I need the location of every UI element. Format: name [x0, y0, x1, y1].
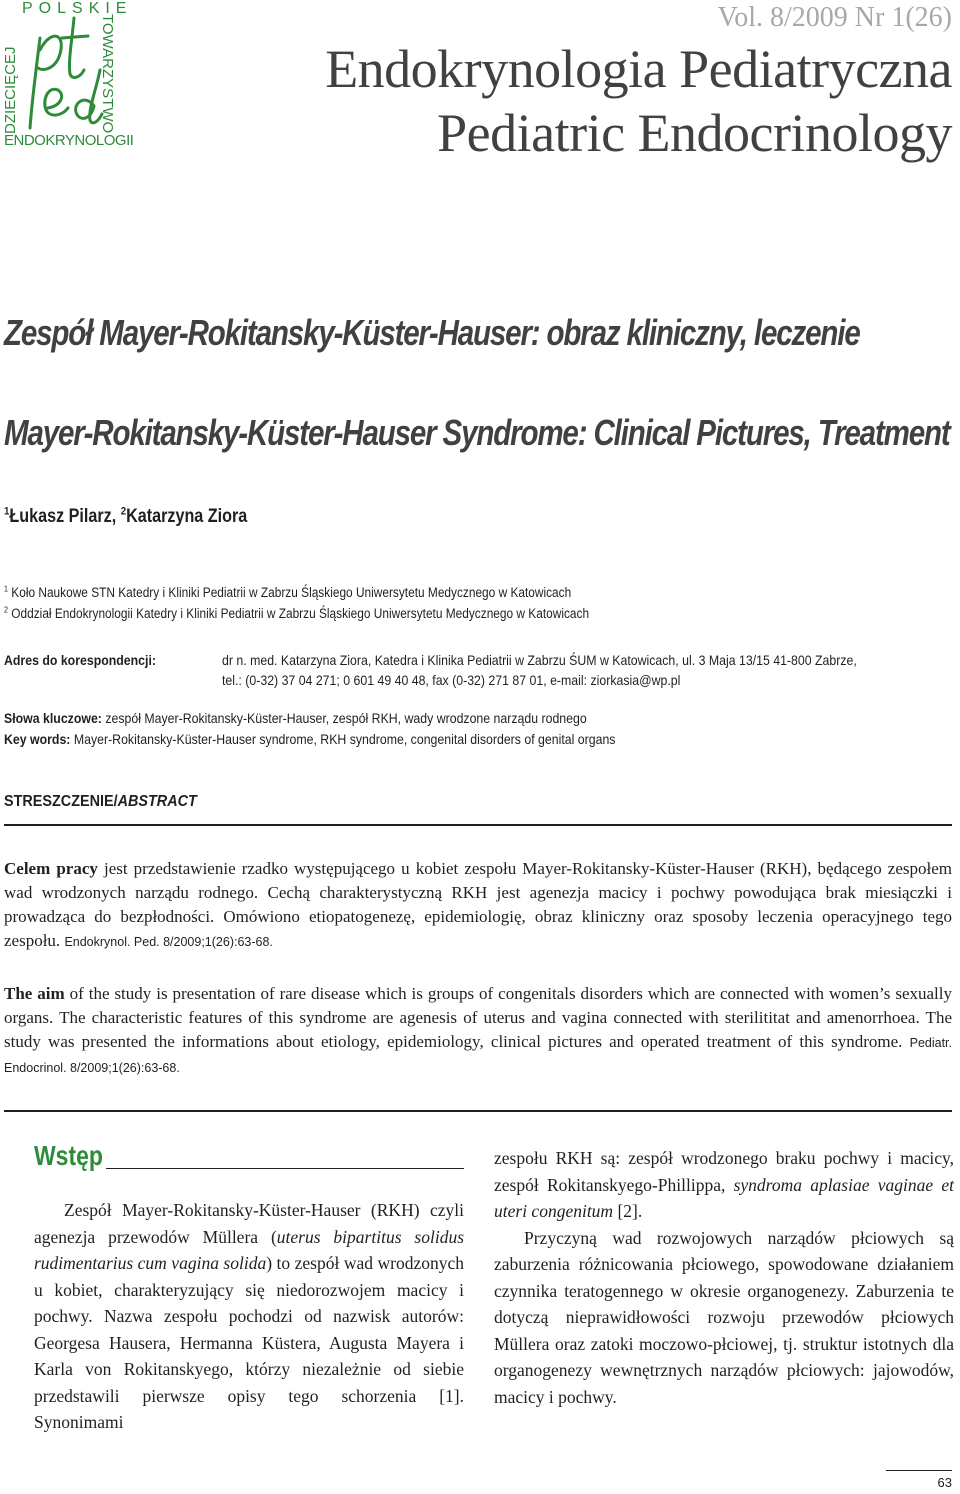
abstract-en-citation: Pediatr. Endocrinol. 8/2009;1(26):63-68. — [4, 1036, 952, 1075]
correspondence-label: Adres do korespondencji: — [4, 652, 156, 668]
journal-title-en: Pediatric Endocrinology — [437, 103, 952, 163]
keywords-pl-text: zespół Mayer-Rokitansky-Küster-Hauser, zespół RKH, wady wrodzone narządu rodnego — [101, 710, 587, 726]
journal-title-pl: Endokrynologia Pediatryczna — [325, 39, 952, 99]
abstract-en — [4, 982, 952, 1080]
abstract-pl-citation: Endokrynol. Ped. 8/2009;1(26):63-68. — [64, 935, 273, 949]
keywords-en — [4, 731, 615, 747]
abstract-heading-en: ABSTRACT — [117, 793, 197, 810]
abstract-top-rule — [4, 824, 952, 826]
intro-left-text-a: Zespół Mayer-Rokitansky-Küster-Hauser (RKH) czyli agenezja przewodów Müllera ( — [34, 1200, 464, 1247]
abstract-en-lead: The aim — [4, 984, 65, 1003]
logo-top-text: POLSKIE — [22, 0, 133, 17]
author-2-sup: 2 — [120, 505, 127, 518]
author-2-name: Katarzyna Ziora — [126, 506, 248, 527]
intro-left-column — [34, 1197, 464, 1436]
intro-heading: Wstęp — [34, 1140, 103, 1171]
abstract-bottom-rule — [4, 1110, 952, 1112]
affiliation-1-sup: 1 — [4, 584, 8, 594]
intro-left-text-b: ) to zespół wad wrodzonych u kobiet, charakteryzujący się niedorozwojem macicy i pochwy. Nazwa zespołu pochodzi od nazwisk autorów: Georgesa Hausera, Hermanna Küstera, Augusta Mayera i Karla von Rokitanskyego, którzy niezależnie od siebie przedstawili pierwsze opisy tego schorzenia [1]. Synonimami — [34, 1253, 464, 1432]
affiliation-2-sup: 2 — [4, 605, 8, 615]
abstract-heading-pl: STRESZCZENIE/ — [4, 793, 118, 810]
page-number: 63 — [937, 1475, 952, 1490]
authors — [4, 506, 247, 528]
affiliation-1-text: Koło Naukowe STN Katedry i Kliniki Pediatrii w Zabrzu Śląskiego Uniwersytetu Medycznego w Katowicach — [11, 585, 572, 600]
volume-issue: Vol. 8/2009 Nr 1(26) — [717, 2, 952, 33]
abstract-pl-text: jest przedstawienie rzadko występującego u kobiet zespołu Mayer-Rokitansky-Küster-Hauser (RKH), będącego zespołem wad wrodzonych narządu rodnego. Cechą charakterystyczną RKH jest agenezja macicy i pochwy powodująca brak miesiączki i prowadząca do bezpłodności. Omówiono etiopatogenezę, epidemiologię, obraz kliniczny oraz sposoby leczenia operacyjnego tego zespołu. — [4, 859, 952, 950]
affiliation-2-text: Oddział Endokrynologii Katedry i Kliniki Pediatrii w Zabrzu Śląskiego Uniwersytetu Medycznego w Katowicach — [11, 606, 590, 621]
logo-bottom-text: ENDOKRYNOLOGII — [4, 132, 134, 149]
keywords-en-text: Mayer-Rokitansky-Küster-Hauser syndrome, RKH syndrome, congenital disorders of genital organs — [70, 731, 616, 747]
intro-right-italic: syndroma aplasiae vaginae et uteri congenitum — [494, 1174, 954, 1221]
abstract-heading — [4, 793, 197, 811]
intro-right-paragraph-2: Przyczyną wad rozwojowych narządów płciowych są zaburzenia różnicowania płciowego, spowodowane działaniem czynnika teratogennego w okresie organogenezy. Zaburzenia te dotyczą nieprawidłowości rozwoju przewodów płciowych Müllera oraz zatoki moczowo-płciowej, tj. struktur istotnych dla organogenezy wewnętrznych narządów płciowych: jajowodów, macicy i pochwy. — [494, 1227, 954, 1407]
article-title-en: Mayer-Rokitansky-Küster-Hauser Syndrome: Clinical Pictures, Treatment — [4, 412, 950, 453]
author-1-name: Łukasz Pilarz, — [9, 506, 121, 527]
intro-left-italic: uterus bipartitus solidus rudimentarius cum vagina solida — [34, 1226, 465, 1273]
article-title-pl: Zespół Mayer-Rokitansky-Küster-Hauser: obraz kliniczny, leczenie — [4, 312, 860, 353]
intro-right-text-b: [2]. — [613, 1201, 643, 1221]
keywords-en-label: Key words: — [4, 731, 71, 747]
intro-right-text-a: zespołu RKH są: zespół wrodzonego braku pochwy i macicy, zespół Rokitanskyego-Phillippa, — [494, 1148, 954, 1195]
logo-left-text: DZIECIĘCEJ — [2, 46, 19, 134]
abstract-en-text: of the study is presentation of rare disease which is groups of congenitals disorders which are connected with women’s sexually organs. The characteristic features of this syndrome are agenesis of uterus and vagina connected with sterilititat and amenorrhoea. The study was presented the informations about etiology, epidemiology, clinical pictures and operated treatment of this syndrome. — [4, 984, 952, 1051]
keywords-pl-label: Słowa kluczowe: — [4, 710, 102, 726]
logo-right-text: TOWARZYSTWO — [99, 14, 116, 134]
journal-logo-icon — [26, 10, 116, 132]
correspondence-address: dr n. med. Katarzyna Ziora, Katedra i Klinika Pediatrii w Zabrzu ŚUM w Katowicach, ul. 3 Maja 13/15 41-800 Zabrze, — [222, 652, 857, 668]
abstract-pl — [4, 857, 952, 954]
affiliation-2 — [4, 606, 589, 621]
correspondence-contact: tel.: (0-32) 37 04 271; 0 601 49 40 48, fax (0-32) 271 87 01, e-mail: ziorkasia@wp.pl — [222, 672, 681, 688]
intro-right-column — [494, 1145, 954, 1410]
keywords-pl — [4, 710, 587, 726]
intro-heading-rule — [106, 1168, 464, 1169]
page-number-rule — [886, 1470, 952, 1471]
abstract-pl-lead: Celem pracy — [4, 859, 98, 878]
affiliation-1 — [4, 585, 571, 600]
author-1-sup: 1 — [4, 505, 10, 518]
